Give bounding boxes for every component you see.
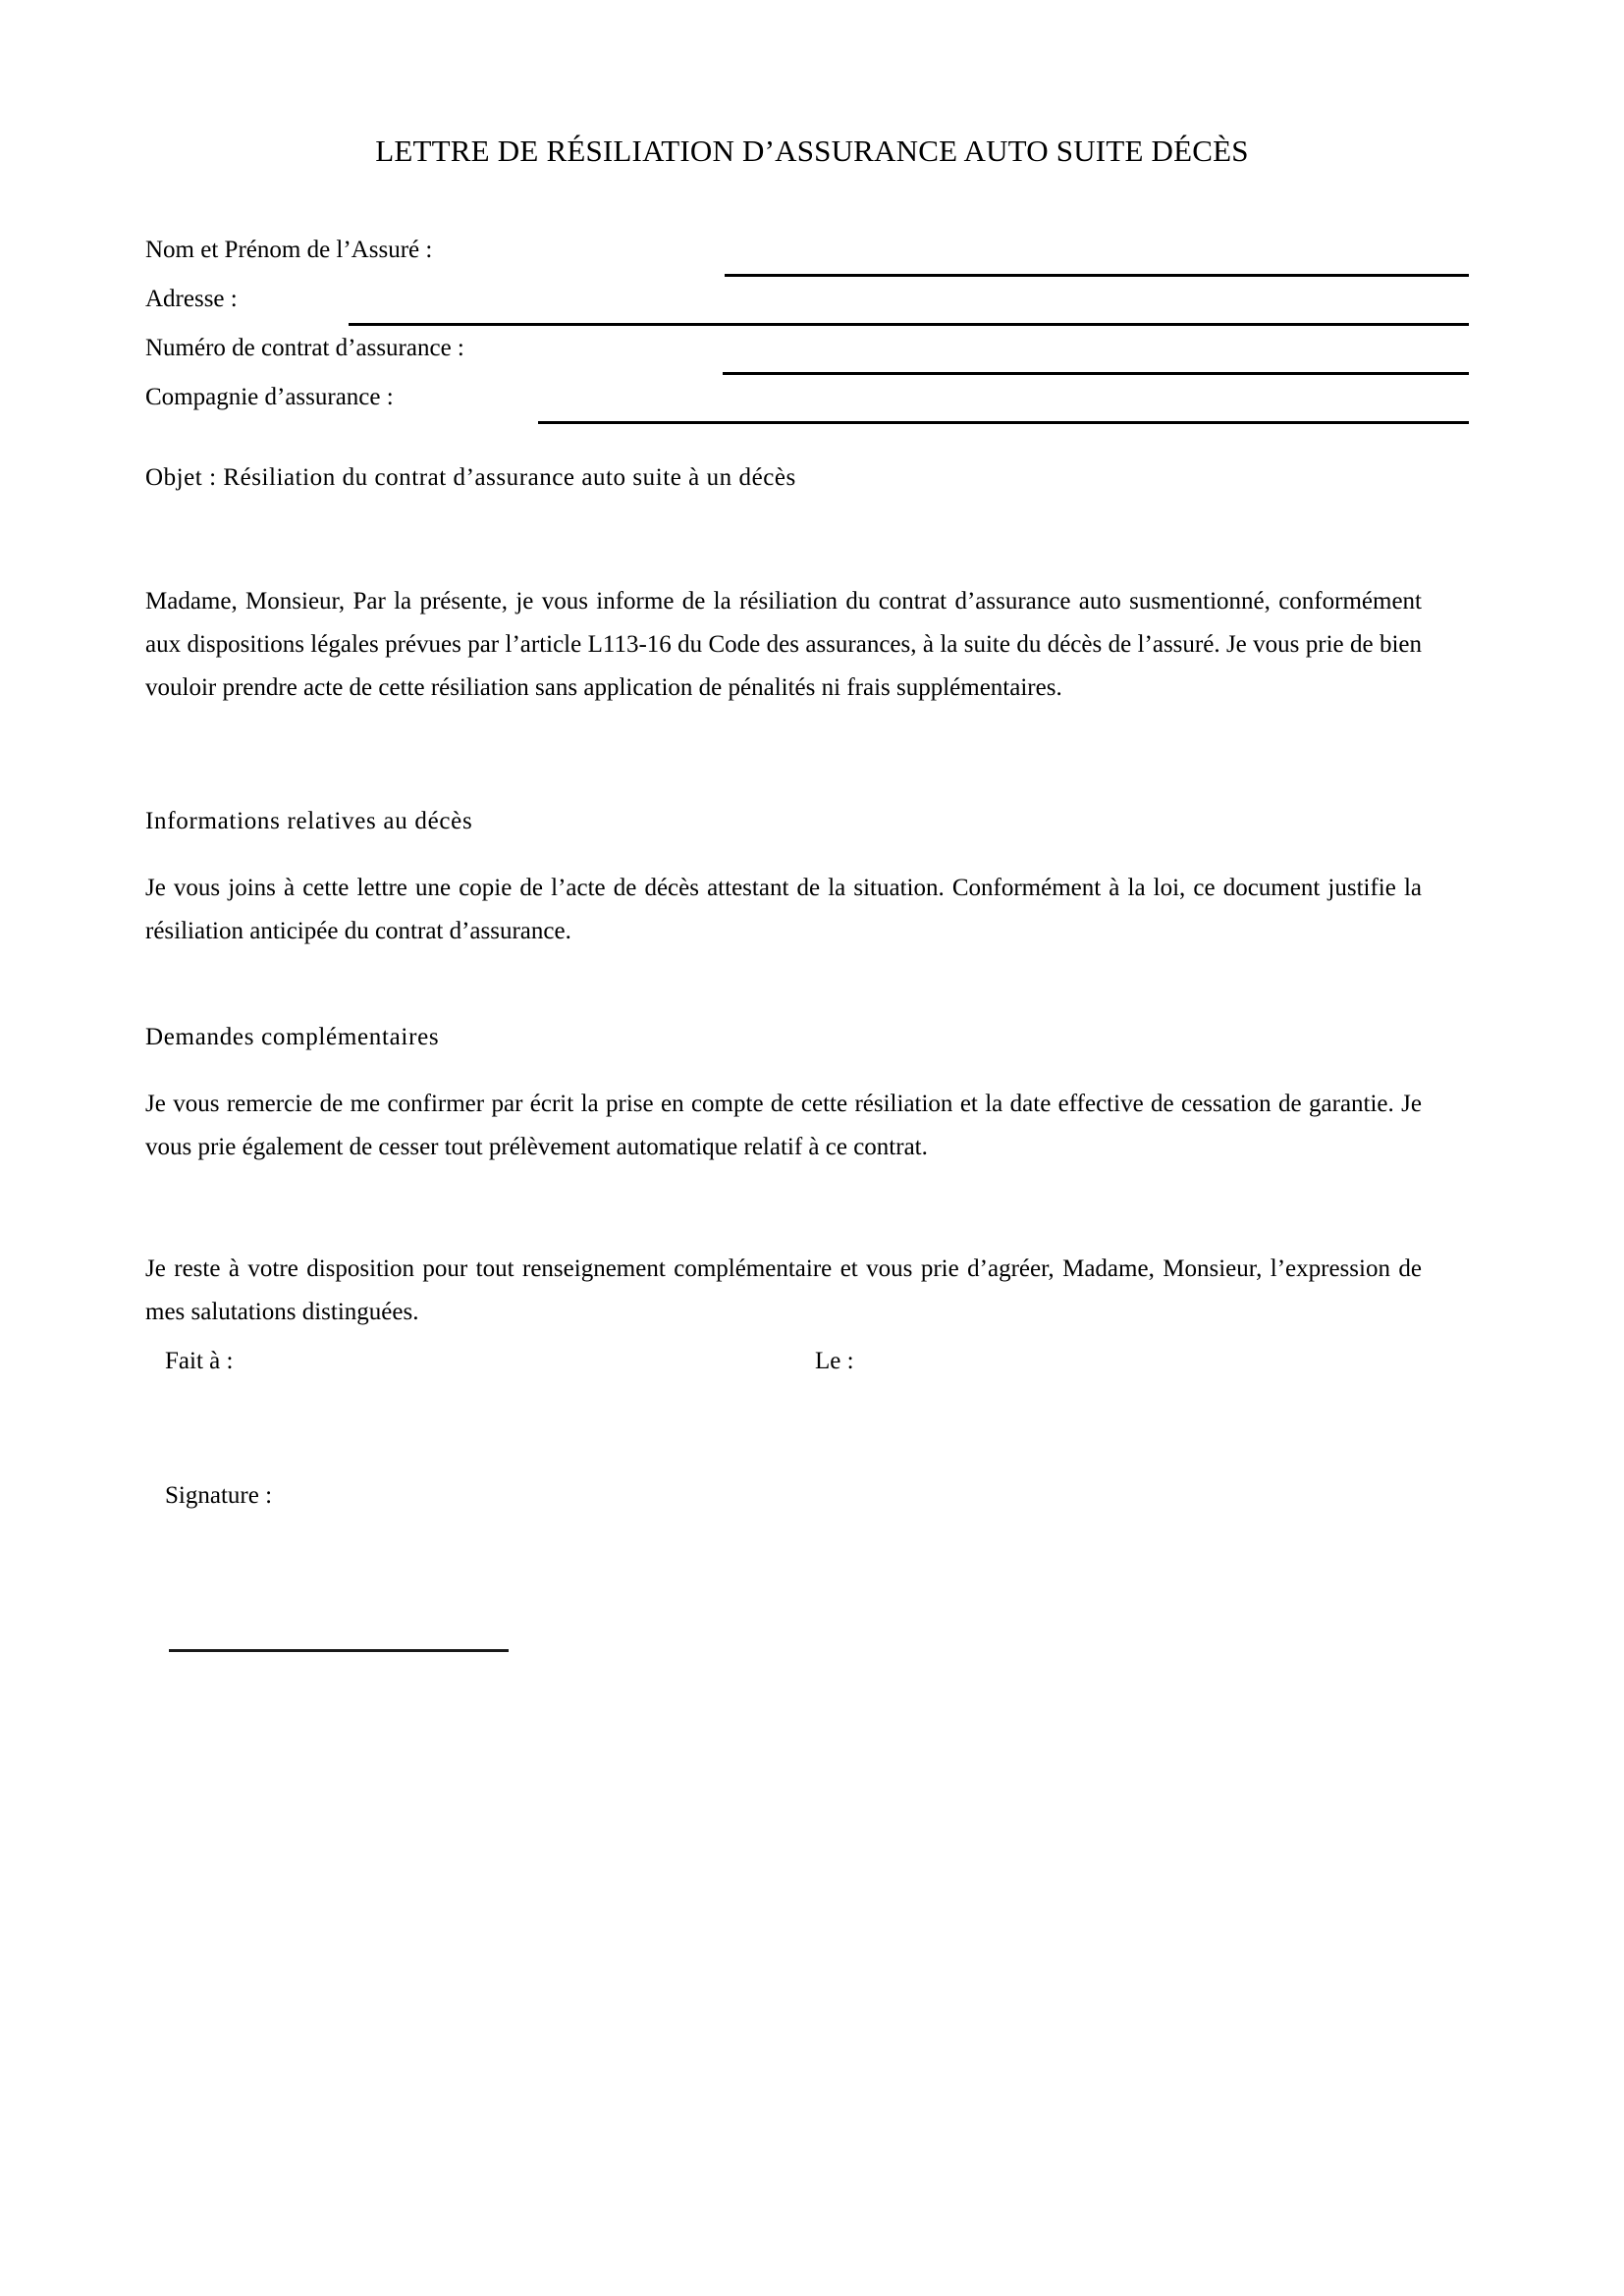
section-paragraph-informations-deces: Je vous joins à cette lettre une copie de l’acte de décès attestant de la situation. Conformément à la loi, ce document justifie la résiliation anticipée du contrat d’assurance.	[145, 875, 1422, 944]
signature-label: Signature :	[165, 1482, 273, 1509]
field-input-numero-contrat[interactable]	[723, 372, 1469, 375]
field-label-compagnie: Compagnie d’assurance :	[145, 384, 394, 410]
page-title: LETTRE DE RÉSILIATION D’ASSURANCE AUTO SUITE DÉCÈS	[375, 133, 1249, 168]
section-paragraph-demandes-complementaires: Je vous remercie de me confirmer par écrit la prise en compte de cette résiliation et la date effective de cessation de garantie. Je vous prie également de cesser tout prélèvement automatique relatif à ce contrat.	[145, 1091, 1422, 1160]
intro-paragraph: Madame, Monsieur, Par la présente, je vous informe de la résiliation du contrat d’assurance auto susmentionné, conformément aux dispositions légales prévues par l’article L113-16 du Code des assurances, à la suite du décès de l’assuré. Je vous prie de bien vouloir prendre acte de cette résiliation sans application de pénalités ni frais supplémentaires.	[145, 588, 1422, 701]
signature-input-line[interactable]	[169, 1649, 509, 1652]
field-label-numero-contrat: Numéro de contrat d’assurance :	[145, 335, 464, 361]
section-heading-demandes-complementaires: Demandes complémentaires	[145, 1024, 440, 1050]
field-row-nom-prenom	[145, 234, 1481, 283]
field-label-nom-prenom: Nom et Prénom de l’Assuré :	[145, 237, 433, 263]
field-row-compagnie	[145, 381, 1481, 430]
field-input-nom-prenom[interactable]	[725, 274, 1469, 277]
field-input-compagnie[interactable]	[538, 421, 1469, 424]
form-fields-block	[145, 234, 1481, 430]
field-input-adresse[interactable]	[349, 323, 1469, 326]
subject-line: Objet : Résiliation du contrat d’assurance auto suite à un décès	[145, 464, 796, 491]
closing-paragraph: Je reste à votre disposition pour tout renseignement complémentaire et vous prie d’agréer, Madame, Monsieur, l’expression de mes salutations distinguées.	[145, 1255, 1422, 1325]
field-label-adresse: Adresse :	[145, 286, 238, 312]
place-label: Fait à :	[165, 1348, 234, 1374]
date-label: Le :	[815, 1348, 854, 1374]
field-row-numero-contrat	[145, 332, 1481, 381]
section-heading-informations-deces: Informations relatives au décès	[145, 808, 473, 834]
field-row-adresse	[145, 283, 1481, 332]
